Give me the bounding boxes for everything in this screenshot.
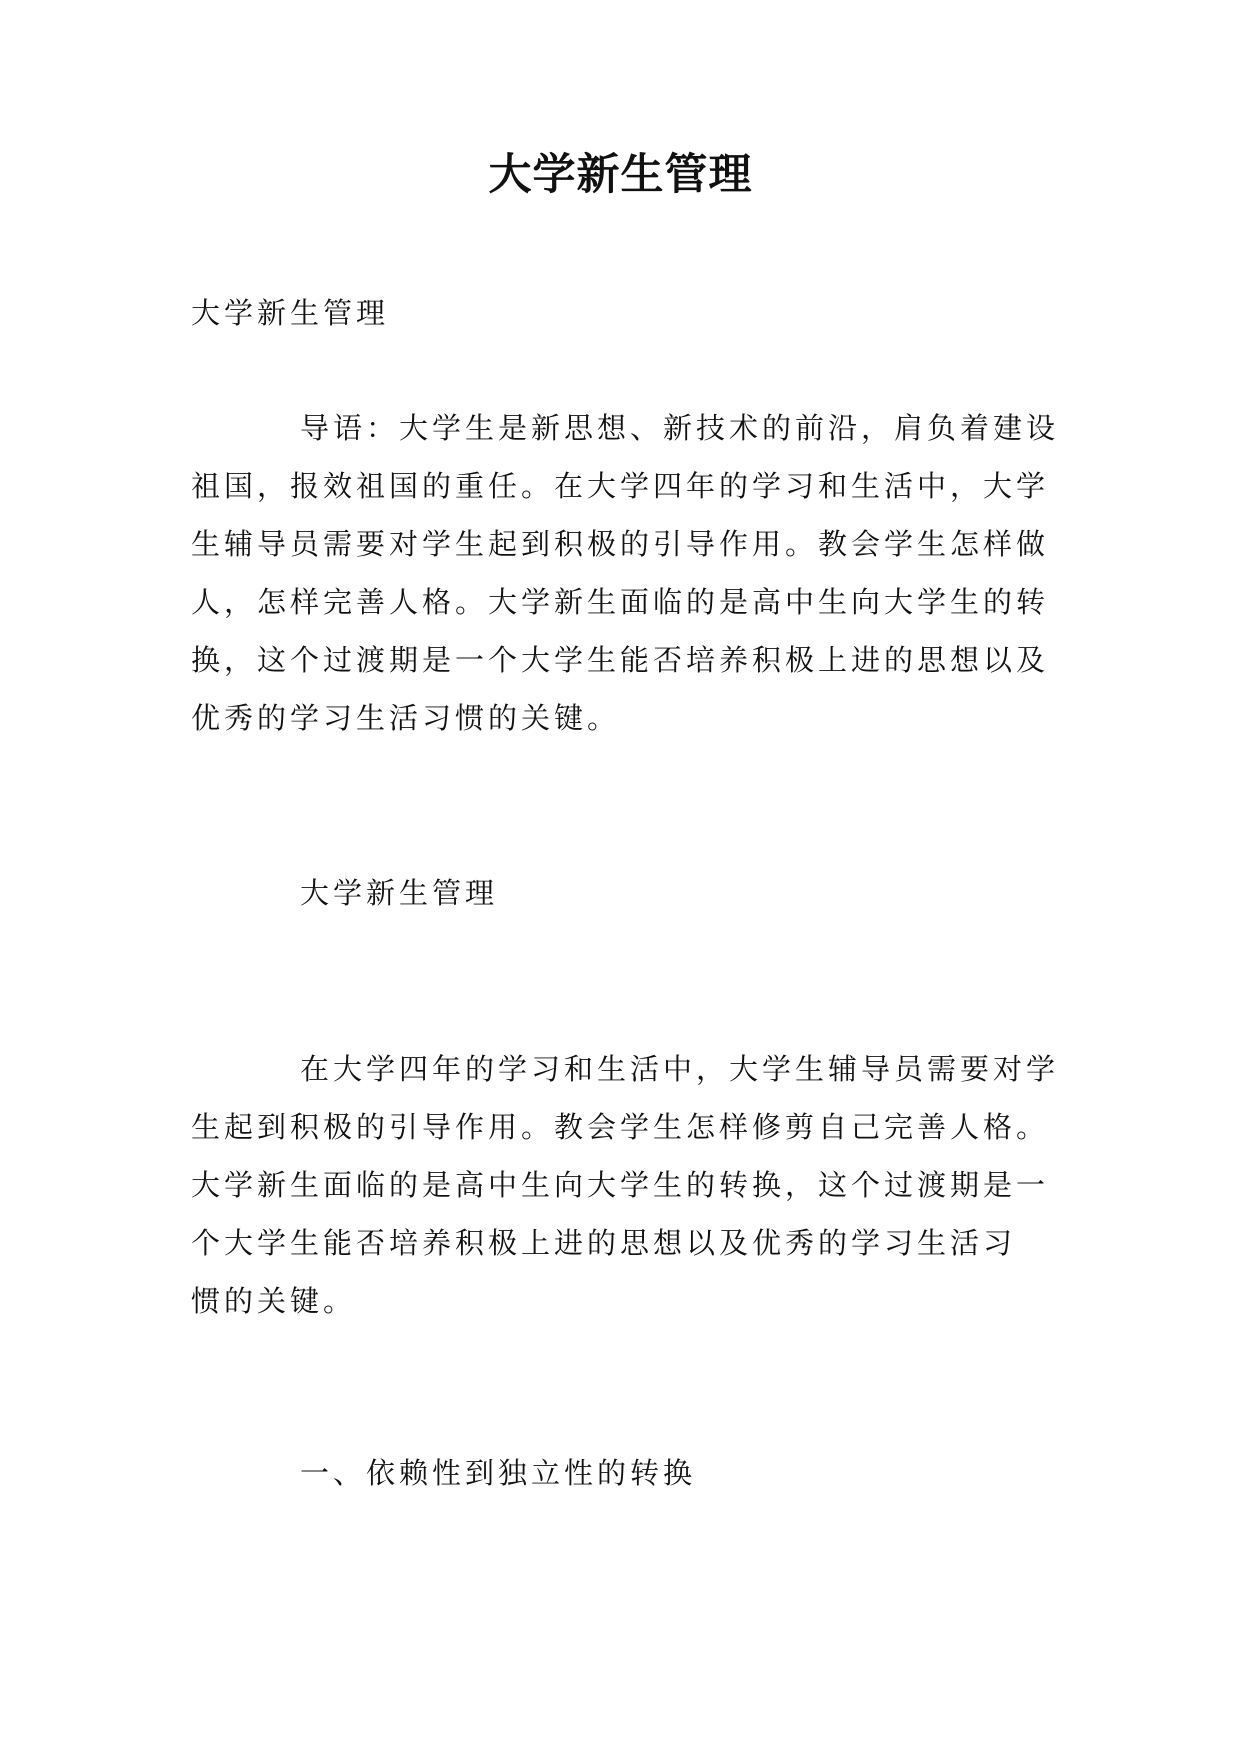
body-line: 在大学四年的学习和生活中，大学生辅导员需要对学 xyxy=(300,1052,1060,1086)
intro-line: 生辅导员需要对学生起到积极的引导作用。教会学生怎样做 xyxy=(191,527,1050,561)
section-heading-text: 大学新生管理 xyxy=(300,876,499,910)
body-paragraph xyxy=(191,1051,1071,1341)
intro-paragraph xyxy=(191,410,1071,758)
intro-line: 换，这个过渡期是一个大学生能否培养积极上进的思想以及 xyxy=(191,643,1050,677)
point-heading-text: 一、依赖性到独立性的转换 xyxy=(300,1456,697,1490)
intro-line: 人，怎样完善人格。大学新生面临的是高中生向大学生的转 xyxy=(191,585,1050,619)
body-line: 惯的关键。 xyxy=(191,1284,357,1318)
body-line: 大学新生面临的是高中生向大学生的转换，这个过渡期是一 xyxy=(191,1168,1050,1202)
body-line: 个大学生能否培养积极上进的思想以及优秀的学习生活习 xyxy=(191,1226,1017,1260)
document-subtitle xyxy=(191,295,1071,353)
intro-line: 导语：大学生是新思想、新技术的前沿，肩负着建设 xyxy=(300,411,1060,445)
subtitle-text: 大学新生管理 xyxy=(191,296,390,330)
point-heading xyxy=(191,1455,1071,1513)
section-heading xyxy=(191,875,1071,933)
body-line: 生起到积极的引导作用。教会学生怎样修剪自己完善人格。 xyxy=(191,1110,1050,1144)
intro-line: 祖国，报效祖国的重任。在大学四年的学习和生活中，大学 xyxy=(191,469,1050,503)
intro-line: 优秀的学习生活习惯的关键。 xyxy=(191,701,621,735)
document-title: 大学新生管理 xyxy=(488,150,753,200)
